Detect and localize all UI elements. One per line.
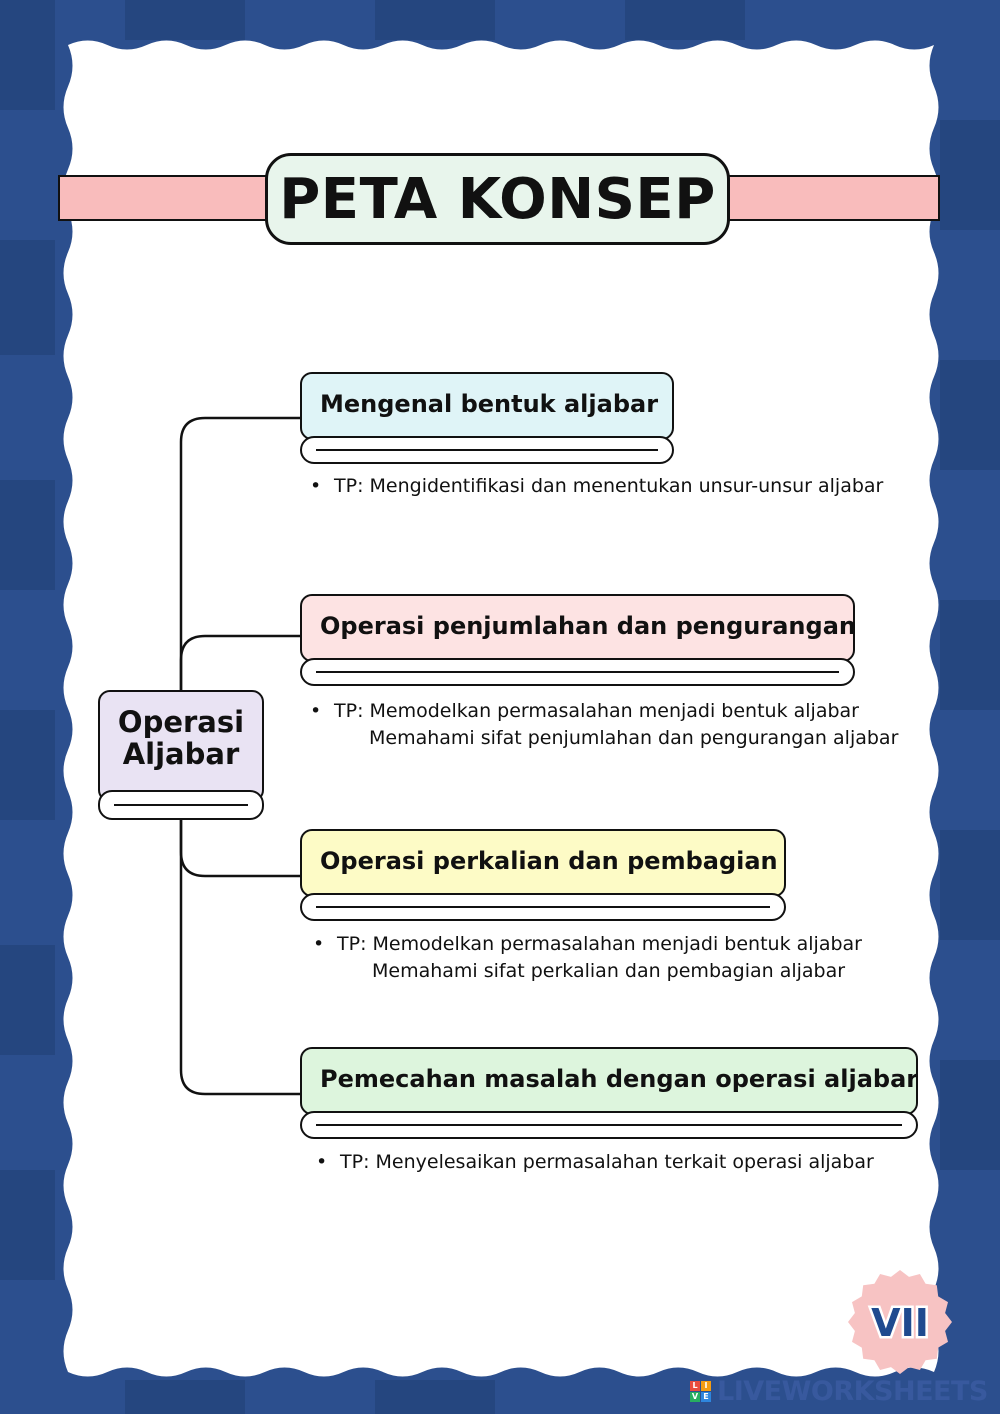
topic-box-3 (300, 829, 786, 897)
tp-prefix: TP: (334, 700, 364, 722)
topic-roll-2 (300, 658, 855, 686)
tp-line: Mengidentifikasi dan menentukan unsur-unsur aljabar (369, 475, 884, 497)
topic-roll-4 (300, 1111, 918, 1139)
topic-box-2 (300, 594, 855, 662)
topic-tp-3 (313, 931, 862, 985)
bullet-icon: • (313, 933, 325, 955)
tp-line: Memahami sifat penjumlahan dan pengurangan aljabar (369, 727, 899, 749)
topic-roll-3 (300, 893, 786, 921)
watermark-text: LIVEWORKSHEETS (717, 1375, 988, 1407)
topic-tp-1 (310, 473, 883, 500)
connector-topic-3 (181, 818, 302, 876)
topic-title-4: Pemecahan masalah dengan operasi aljabar (320, 1065, 919, 1093)
topic-box-1 (300, 372, 674, 440)
topic-title-2: Operasi penjumlahan dan pengurangan (320, 612, 856, 640)
connector-topic-2 (181, 636, 302, 690)
grade-badge-text: VII (871, 1301, 929, 1345)
connector-topic-1 (181, 418, 302, 690)
bullet-icon: • (310, 700, 322, 722)
topic-box-4 (300, 1047, 918, 1115)
page-title: PETA KONSEP (279, 166, 716, 232)
connector-topic-4 (181, 818, 302, 1094)
tp-prefix: TP: (337, 933, 367, 955)
topic-tp-4 (316, 1149, 874, 1176)
grade-badge (845, 1268, 955, 1376)
topic-roll-1 (300, 436, 674, 464)
tp-prefix: TP: (340, 1151, 370, 1173)
topic-title-3: Operasi perkalian dan pembagian (320, 847, 778, 875)
watermark-logo (690, 1376, 988, 1406)
center-node-label: Operasi Aljabar (117, 705, 245, 771)
center-node (98, 690, 264, 802)
bullet-icon: • (310, 475, 322, 497)
tp-line: Menyelesaikan permasalahan terkait operasi aljabar (375, 1151, 874, 1173)
watermark-icon: L I V E (690, 1381, 711, 1402)
tp-line: Memodelkan permasalahan menjadi bentuk aljabar (369, 700, 859, 722)
center-node-roll (98, 790, 264, 820)
tp-line: Memodelkan permasalahan menjadi bentuk aljabar (372, 933, 862, 955)
tp-line: Memahami sifat perkalian dan pembagian aljabar (372, 960, 846, 982)
topic-tp-2 (310, 698, 898, 752)
tp-prefix: TP: (334, 475, 364, 497)
topic-title-1: Mengenal bentuk aljabar (320, 390, 659, 418)
bullet-icon: • (316, 1151, 328, 1173)
